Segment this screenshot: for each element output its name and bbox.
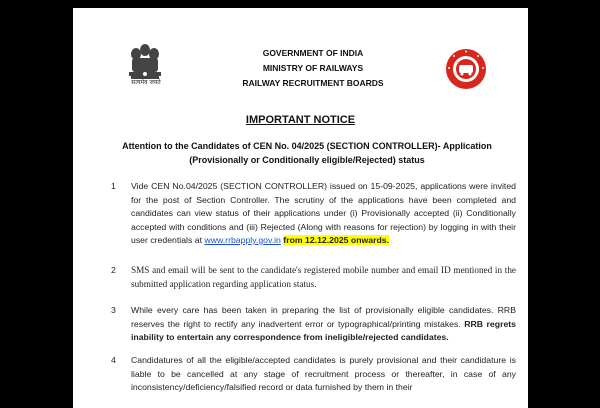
notice-page bbox=[73, 8, 528, 408]
indian-railways-logo-icon bbox=[445, 48, 487, 90]
item-3-bold: RRB regrets inability to entertain any correspondence from ineligible/rejected candidates. bbox=[131, 318, 516, 342]
attention-heading bbox=[117, 139, 497, 167]
item-number: 3 bbox=[111, 305, 116, 315]
item-text bbox=[131, 180, 516, 248]
heading-ministry: MINISTRY OF RAILWAYS bbox=[262, 63, 364, 73]
date-highlight: from 12.12.2025 onwards. bbox=[283, 235, 390, 245]
item-text bbox=[131, 304, 516, 345]
heading-rrb: RAILWAY RECRUITMENT BOARDS bbox=[242, 78, 384, 88]
emblem-motto: सत्यमेव जयते bbox=[131, 79, 161, 86]
item-number: 1 bbox=[111, 181, 116, 191]
item-number: 2 bbox=[111, 265, 116, 275]
item-3-body: While every care has been taken in preparing the list of provisionally eligible candidates. RRB reserves the right to rectify any inadvertent error or typographical/printing mistakes. bbox=[131, 305, 516, 329]
attention-line-2: (Provisionally or Conditionally eligible/Rejected) status bbox=[189, 155, 425, 165]
item-4-body: Candidatures of all the eligible/accepted candidates is purely provisional and their candidature is liable to be cancelled at any stage of recruitment process or thereafter, in case of any inconsistency/deficiency/falsified record or data furnished by them in their bbox=[131, 355, 516, 392]
item-number: 4 bbox=[111, 355, 116, 365]
attention-line-1: Attention to the Candidates of CEN No. 04/2025 (SECTION CONTROLLER)- Application bbox=[122, 141, 492, 151]
national-emblem-icon bbox=[123, 40, 167, 96]
item-2-body: SMS and email will be sent to the candidate's registered mobile number and email ID mentioned in the submitted application regarding application status. bbox=[131, 265, 516, 289]
rrbapply-link[interactable]: www.rrbapply.gov.in bbox=[204, 235, 281, 245]
item-1-body: Vide CEN No.04/2025 (SECTION CONTROLLER) issued on 15-09-2025, applications were invited for the post of Section Controller. The scrutiny of the applications have been completed and candidates can view status of their applications under (i) Provisionally accepted (ii) Conditionally accepted with conditions and (iii) Rejected (Along with reasons for rejection) by logging in with their user credentials at bbox=[131, 181, 516, 245]
letterhead bbox=[73, 8, 528, 108]
notice-title: IMPORTANT NOTICE bbox=[245, 114, 356, 126]
heading-government: GOVERNMENT OF INDIA bbox=[262, 48, 364, 58]
government-heading bbox=[213, 46, 413, 91]
